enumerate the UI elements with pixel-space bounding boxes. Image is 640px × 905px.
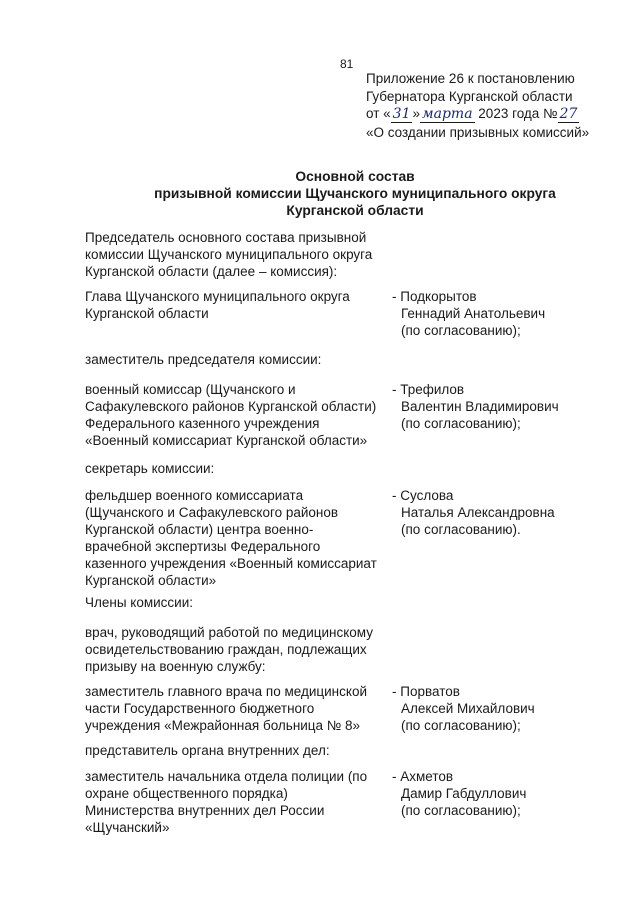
appendix-line: Губернатора Курганской области — [366, 88, 573, 104]
date-prefix: от « — [366, 106, 391, 121]
position-police — [85, 768, 390, 836]
text-line: Курганской области (далее – комиссия): — [85, 264, 338, 279]
appendix-header — [366, 70, 589, 141]
text-line: Курганской области» — [85, 573, 217, 588]
text-line: (по согласованию). — [401, 522, 521, 537]
secretary-heading: секретарь комиссии: — [85, 461, 215, 476]
appendix-line: «О создании призывных комиссий» — [366, 124, 590, 140]
title-line: призывной комиссии Щучанского муниципального округа — [154, 186, 556, 201]
handwritten-month: марта — [422, 106, 473, 122]
position-secretary — [85, 487, 390, 589]
document-title — [0, 168, 640, 219]
text-line: (по согласованию); — [401, 718, 521, 733]
appendix-date-line — [366, 105, 589, 124]
text-line: (по согласованию); — [401, 416, 521, 431]
position-deputy — [85, 381, 390, 449]
text-line: призыву на военную службу: — [85, 659, 266, 674]
text-line: учреждения «Межрайонная больница № 8» — [85, 718, 361, 733]
text-line: казенного учреждения «Военный комиссариат — [85, 556, 377, 571]
text-line: (по согласованию); — [401, 323, 521, 338]
date-year: 2023 года № — [474, 106, 558, 121]
text-line: (по согласованию); — [401, 803, 521, 818]
title-line: Курганской области — [286, 203, 424, 218]
text-line: Валентин Владимирович — [401, 399, 559, 414]
text-line: Глава Щучанского муниципального округа — [85, 289, 350, 304]
text-line: заместитель начальника отдела полиции (по — [85, 769, 368, 784]
text-line: комиссии Щучанского муниципального округа — [85, 247, 373, 262]
person-deputy — [392, 381, 602, 432]
text-line: Алексей Михайлович — [401, 701, 535, 716]
members-heading: Члены комиссии: — [85, 595, 194, 610]
page-number: 81 — [340, 57, 354, 71]
text-line: Дамир Габдуллович — [401, 786, 527, 801]
position-chairman — [85, 288, 390, 322]
text-line: Наталья Александровна — [401, 505, 555, 520]
chairman-heading — [85, 229, 372, 280]
date-quote: » — [412, 106, 420, 121]
doctor-heading — [85, 624, 373, 675]
text-line: Курганской области — [85, 306, 209, 321]
police-heading: представитель органа внутренних дел: — [85, 743, 330, 758]
text-line: - Порватов — [392, 684, 460, 699]
text-line: военный комиссар (Щучанского и — [85, 382, 296, 397]
text-line: «Щучанский» — [85, 820, 170, 835]
text-line: освидетельствованию граждан, подлежащих — [85, 642, 367, 657]
text-line: - Подкорытов — [392, 289, 477, 304]
text-line: врач, руководящий работой по медицинскому — [85, 625, 373, 640]
text-line: Геннадий Анатольевич — [401, 306, 546, 321]
text-line: - Трефилов — [392, 382, 465, 397]
text-line: фельдшер военного комиссариата — [85, 488, 304, 503]
text-line: Сафакулевского районов Курганской области) — [85, 399, 377, 414]
text-line: - Ахметов — [392, 769, 454, 784]
appendix-line: Приложение 26 к постановлению — [366, 71, 575, 86]
text-line: - Суслова — [392, 488, 454, 503]
person-doctor — [392, 683, 602, 734]
title-line: Основной состав — [295, 169, 415, 184]
text-line: заместитель главного врача по медицинской — [85, 684, 367, 699]
handwritten-day: 31 — [392, 106, 411, 122]
person-secretary — [392, 487, 602, 538]
position-doctor — [85, 683, 390, 734]
text-line: Федерального казенного учреждения — [85, 416, 320, 431]
text-line: (Щучанского и Сафакулевского районов — [85, 505, 339, 520]
text-line: охране общественного порядка) — [85, 786, 288, 801]
text-line: Министерства внутренних дел России — [85, 803, 325, 818]
text-line: «Военный комиссариат Курганской области» — [85, 433, 368, 448]
text-line: врачебной экспертизы Федерального — [85, 539, 321, 554]
text-line: Председатель основного состава призывной — [85, 230, 367, 245]
deputy-heading: заместитель председателя комиссии: — [85, 352, 322, 367]
text-line: части Государственного бюджетного — [85, 701, 315, 716]
person-police — [392, 768, 602, 819]
text-line: Курганской области) центра военно- — [85, 522, 314, 537]
handwritten-number: 27 — [559, 106, 578, 122]
person-chairman — [392, 288, 602, 339]
